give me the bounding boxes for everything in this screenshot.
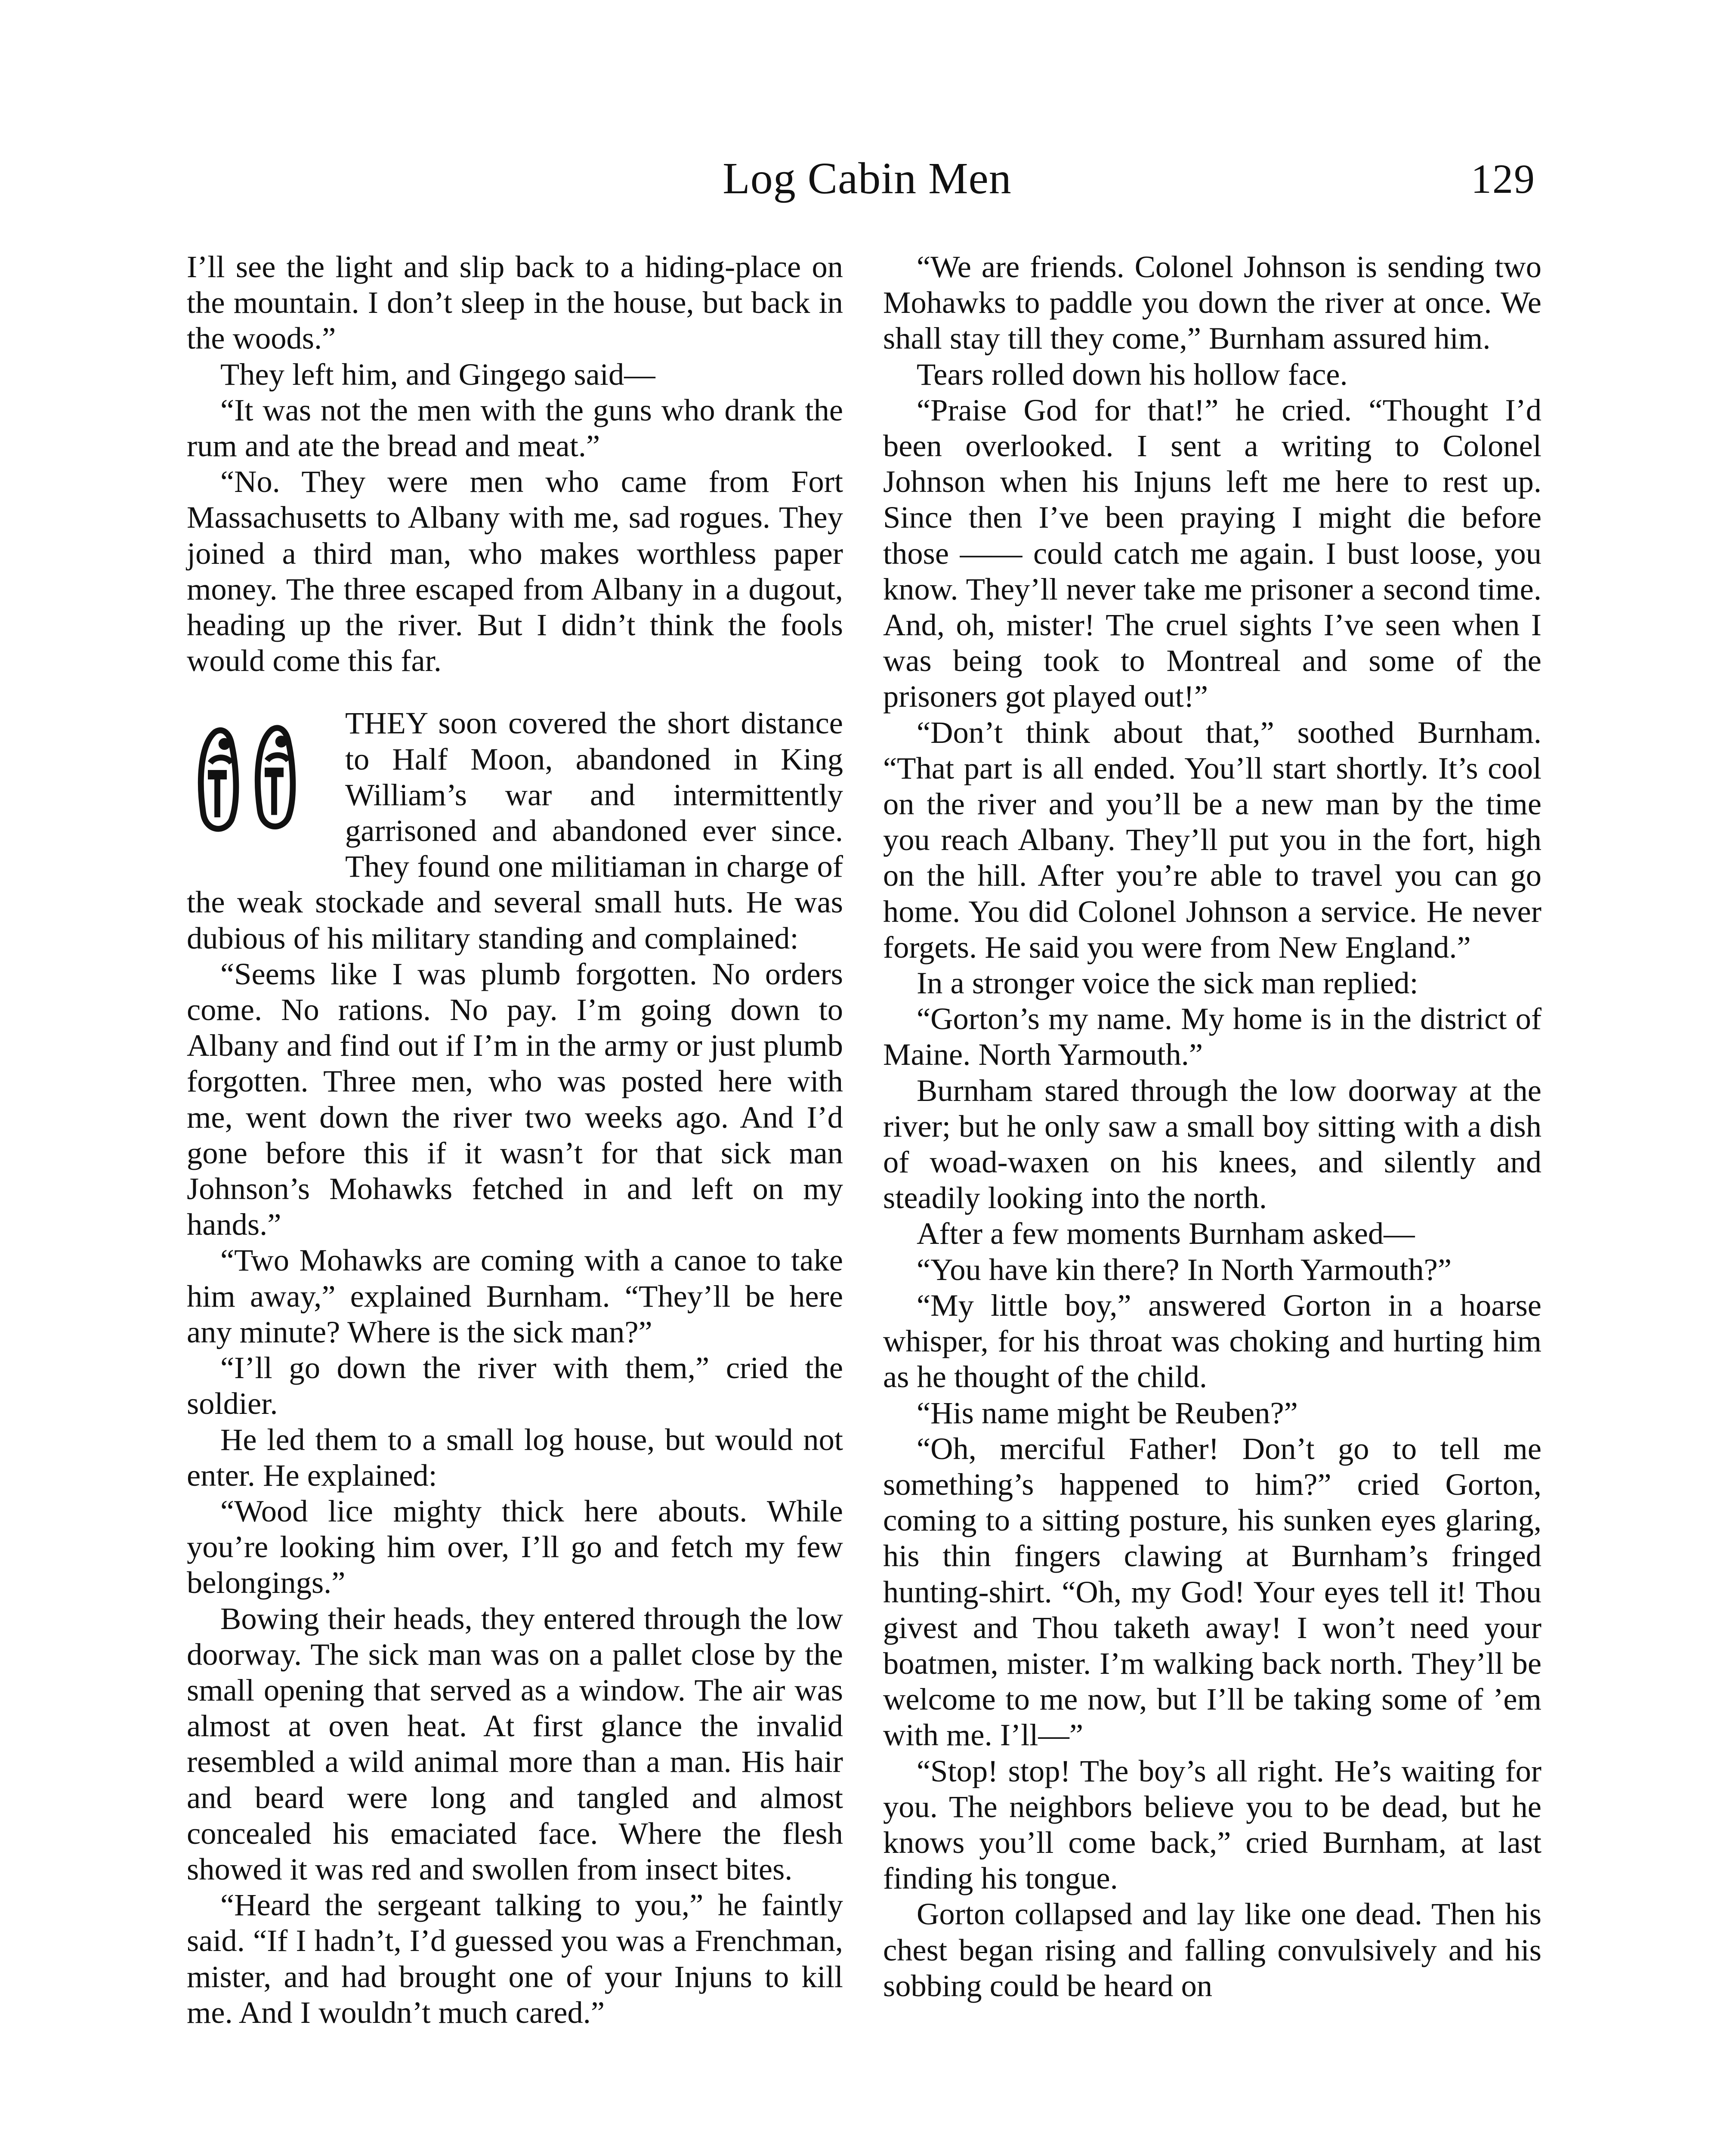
- paragraph: “Stop! stop! The boy’s all right. He’s waiting for you. The neighbors believe you to be dead, but he knows you’ll come back,” cried Burnham, at last finding his tongue.: [883, 1753, 1541, 1896]
- running-title: Log Cabin Men: [723, 154, 1012, 203]
- paragraph: They left him, and Gingego said—: [220, 356, 655, 392]
- paragraph: “You have kin there? In North Yarmouth?”: [917, 1252, 1452, 1287]
- paragraph: “No. They were men who came from Fort Massachusetts to Albany with me, sad rogues. They joined a third man, who makes worthless paper money. The three escaped from Albany in a dugout, heading up the river. But I didn’t think the fools would come this far.: [187, 464, 843, 678]
- paragraph: Gorton collapsed and lay like one dead. Then his chest began rising and falling convulsively and his sobbing could be heard on: [883, 1896, 1541, 2003]
- paragraph: “Seems like I was plumb forgotten. No orders come. No rations. No pay. I’m going down to Albany and find out if I’m in the army or just plumb forgotten. Three men, who was posted here with me, went down the river two weeks ago. And I’d gone before this if it wasn’t for that sick man Johnson’s Mohawks fetched in and left on my hands.”: [187, 956, 843, 1242]
- paragraph: “Wood lice mighty thick here abouts. While you’re looking him over, I’ll go and fetch my few belongings.”: [187, 1493, 843, 1600]
- paragraph: Burnham stared through the low doorway at the river; but he only saw a small boy sitting with a dish of woad-waxen on his knees, and silently and steadily looking into the north.: [883, 1073, 1541, 1215]
- section-break: [187, 705, 843, 955]
- paragraph: “It was not the men with the guns who drank the rum and ate the bread and meat.”: [187, 392, 843, 464]
- paragraph: “His name might be Reuben?”: [917, 1395, 1298, 1430]
- moccasins-icon: [187, 708, 333, 855]
- paragraph: After a few moments Burnham asked—: [917, 1216, 1415, 1251]
- paragraph: I’ll see the light and slip back to a hiding-place on the mountain. I don’t sleep in the house, but back in the woods.”: [187, 249, 843, 356]
- paragraph: In a stronger voice the sick man replied:: [917, 965, 1418, 1001]
- paragraph: “I’ll go down the river with them,” cried the soldier.: [187, 1350, 843, 1421]
- page-number: 129: [1471, 156, 1535, 202]
- paragraph: “Two Mohawks are coming with a canoe to take him away,” explained Burnham. “They’ll be here any minute? Where is the sick man?”: [187, 1243, 843, 1349]
- paragraph: He led them to a small log house, but would not enter. He explained:: [187, 1422, 843, 1493]
- paragraph: Tears rolled down his hollow face.: [917, 356, 1348, 392]
- left-column: [187, 249, 843, 2030]
- paragraph: Bowing their heads, they entered through the low doorway. The sick man was on a pallet close by the small opening that served as a window. The air was almost at oven heat. At first glance the invalid resembled a wild animal more than a man. His hair and beard were long and tangled and almost concealed his emaciated face. Where the flesh showed it was red and swollen from insect bites.: [187, 1601, 843, 1886]
- paragraph: “Oh, merciful Father! Don’t go to tell me something’s happened to him?” cried Gorton, coming to a sitting posture, his sunken eyes glaring, his thin fingers clawing at Burnham’s fringed hunting-shirt. “Oh, my God! Your eyes tell it! Thou givest and Thou taketh away! I won’t need your boatmen, mister. I’m walking back north. They’ll be welcome to me now, but I’ll be taking some of ’em with me. I’ll—”: [883, 1431, 1541, 1753]
- paragraph: “Praise God for that!” he cried. “Thought I’d been overlooked. I sent a writing to Colonel Johnson when his Injuns left me here to rest up. Since then I’ve been praying I might die before those —— could catch me again. I bust loose, you know. They’ll never take me prisoner a second time. And, oh, mister! The cruel sights I’ve seen when I was being took to Montreal and some of the prisoners got played out!”: [883, 392, 1541, 714]
- paragraph: “We are friends. Colonel Johnson is sending two Mohawks to paddle you down the river at once. We shall stay till they come,” Burnham assured him.: [883, 249, 1541, 356]
- paragraph: THEY soon covered the short distance to Half Moon, abandoned in King William’s war and intermittently garrisoned and abandoned ever since. They found one militiaman in charge of the weak stockade and several small huts. He was dubious of his military standing and complained:: [187, 705, 843, 955]
- paragraph: “Gorton’s my name. My home is in the district of Maine. North Yarmouth.”: [883, 1001, 1541, 1072]
- right-column: [883, 249, 1541, 2004]
- paragraph: “Heard the sergeant talking to you,” he faintly said. “If I hadn’t, I’d guessed you was a Frenchman, mister, and had brought one of your Injuns to kill me. And I wouldn’t much cared.”: [187, 1887, 843, 2030]
- paragraph: “My little boy,” answered Gorton in a hoarse whisper, for his throat was choking and hurting him as he thought of the child.: [883, 1287, 1541, 1394]
- paragraph: “Don’t think about that,” soothed Burnham. “That part is all ended. You’ll start shortly. It’s cool on the river and you’ll be a new man by the time you reach Albany. They’ll put you in the fort, high on the hill. After you’re able to travel you can go home. You did Colonel Johnson a service. He never forgets. He said you were from New England.”: [883, 714, 1541, 965]
